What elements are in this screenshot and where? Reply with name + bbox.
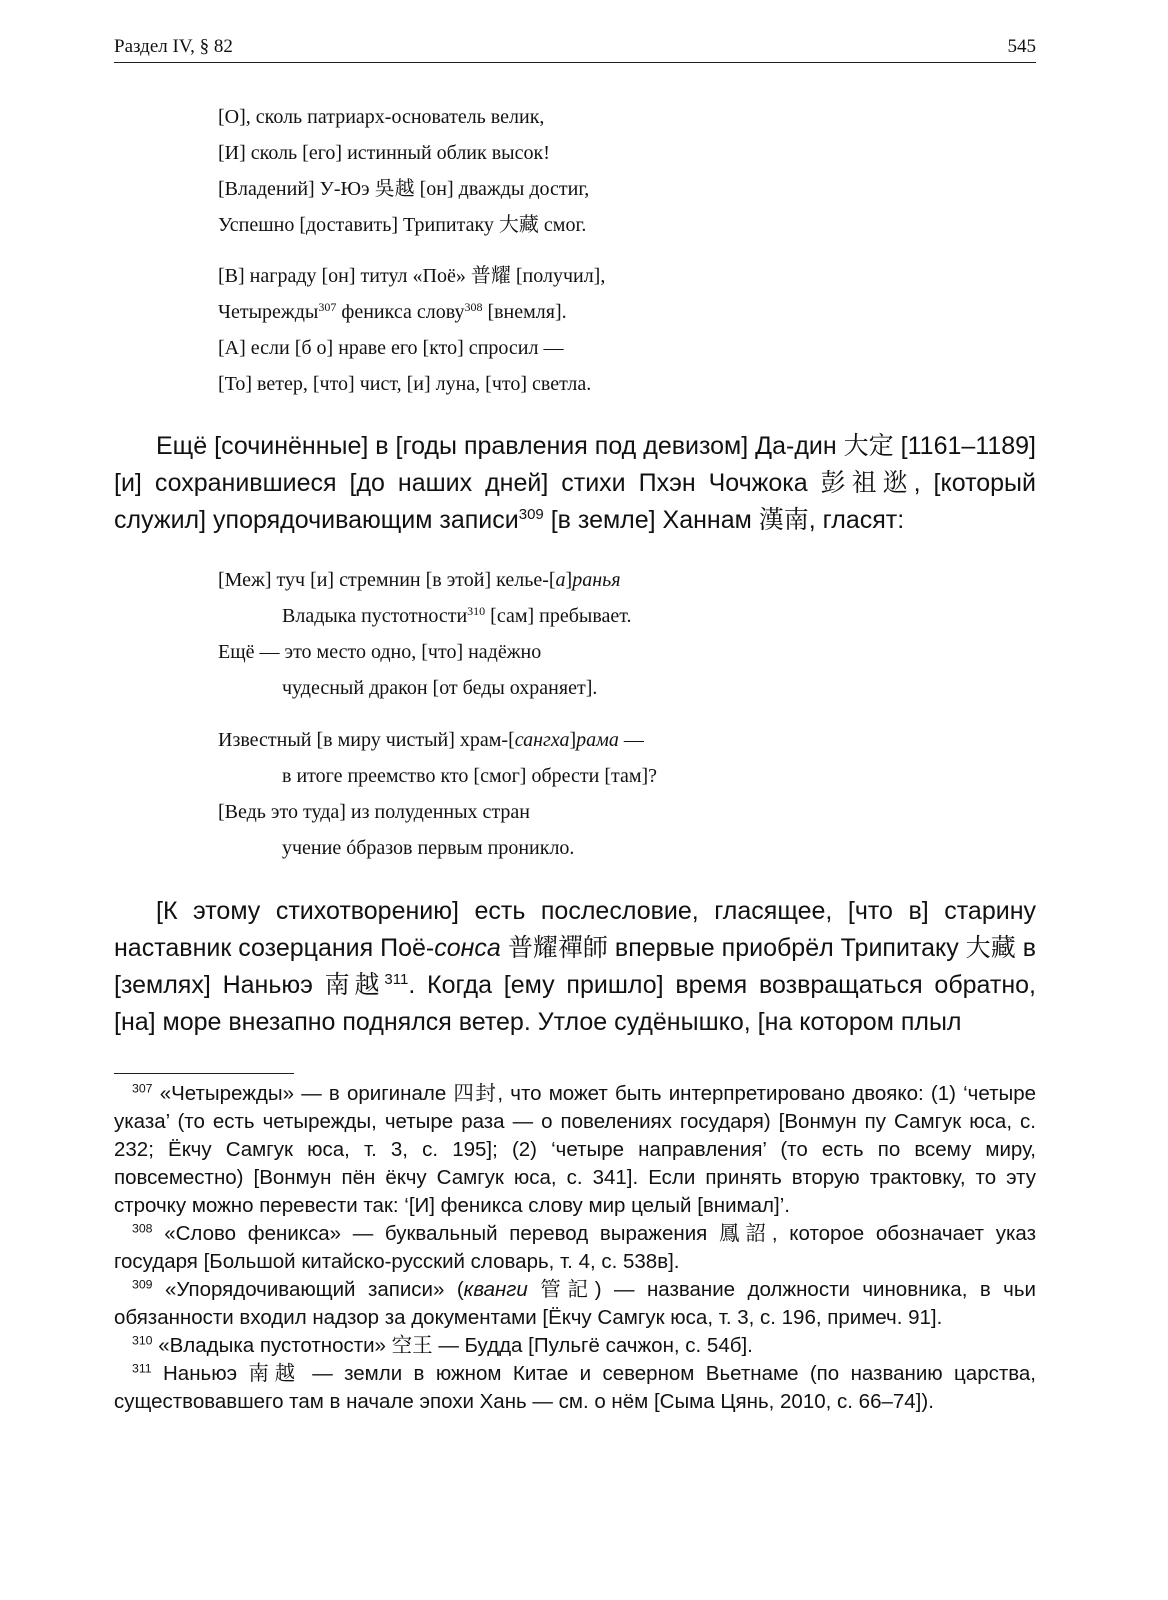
footnote-311	[114, 1360, 1036, 1416]
footnote-ref-307[interactable]: 307	[318, 299, 337, 314]
footnote-text: «Упорядочивающий записи» (	[152, 1278, 464, 1301]
poem-stanza-3	[218, 562, 632, 706]
italic-run: рама	[576, 729, 619, 751]
poem-stanza-4	[218, 722, 657, 866]
footnote-ref-309[interactable]: 309	[518, 506, 544, 523]
italic-run: сангха	[514, 729, 570, 751]
poem-line	[218, 562, 632, 598]
italic-run: ранья	[572, 569, 621, 591]
footnote-number: 309	[132, 1277, 153, 1292]
footnote-308	[114, 1220, 1036, 1276]
text-run: [внемля].	[482, 301, 567, 323]
text-run: Известный [в миру чистый] храм-[	[218, 729, 515, 751]
footnote-ref-311[interactable]: 311	[384, 971, 409, 988]
text-run: [в земле] Ханнам 漢南, гласят:	[543, 506, 905, 534]
poem-line: [А] если [б о] нраве его [кто] спросил —	[218, 337, 564, 359]
poem-line: [О], сколь патриарх-основатель велик,	[218, 106, 545, 128]
body-paragraph-1	[114, 428, 1036, 539]
italic-run: кванги	[463, 1278, 528, 1301]
poem-line: учение óбразов первым проникло.	[282, 837, 575, 859]
poem-line	[218, 294, 605, 330]
poem-line: [И] сколь [его] истинный облик высок!	[218, 142, 550, 164]
footnotes	[114, 1080, 1036, 1416]
text-run: феникса слову	[336, 301, 465, 323]
text-run: Владыка пустотности	[282, 605, 468, 627]
poem-line	[218, 722, 657, 758]
footnote-text: «Владыка пустотности» 空王 — Будда [Пульгё сачжон, с. 54б].	[152, 1334, 753, 1357]
italic-run: сонса	[434, 934, 501, 962]
footnote-310	[114, 1332, 1036, 1360]
poem-line: Ещё — это место одно, [что] надёжно	[218, 641, 542, 663]
footnote-text: «Четырежды» — в оригинале 四封, что может быть интерпретировано двояко: (1) ‘четыре указа’ (то есть четырежды, четыре раза — о повелениях государя) [Вонмун пу Самгук юса, с. 232; Ёкчу Самгук юса, т. 3, с. 195]; (2) ‘четыре направления’ (то есть по всему миру, повсеместно) [Вонмун пён ёкчу Самгук юса, с. 341]. Если принять вторую трактовку, то эту строчку можно перевести так: ‘[И] феникса слову мир целый [внимал]’.	[114, 1082, 1036, 1217]
text-run: [К этому стихотворению] есть послесловие, гласящее, [что в] старину наставник созерцания Поё-	[114, 897, 1036, 962]
footnote-separator	[114, 1073, 294, 1074]
poem-line: чудесный дракон [от беды охраняет].	[282, 677, 598, 699]
page-number: 545	[1007, 36, 1036, 57]
text-run: [Меж] туч [и] стремнин [в этой] келье-[	[218, 569, 556, 591]
poem-line: [Ведь это туда] из полуденных стран	[218, 801, 531, 823]
text-run: . Когда [ему пришло] время возвращаться обратно, [на] море внезапно поднялся ветер. Утлое судёнышко, [на котором плыл	[114, 971, 1036, 1036]
footnote-text: Наньюэ 南越 — земли в южном Китае и северном Вьетнаме (по названию царства, существовавшего там в начале эпохи Хань — см. о нём [Сыма Цянь, 2010, с. 66–74]).	[114, 1362, 1036, 1413]
italic-run: а	[555, 569, 566, 591]
poem-stanza-2	[218, 258, 605, 402]
text-run: [сам] пребывает.	[485, 605, 632, 627]
footnote-text: 管記) — название должности чиновника, в чьи обязанности входил надзор за документами [Ёкчу Самгук юса, т. 3, с. 196, примеч. 91].	[114, 1278, 1036, 1329]
text-run: —	[618, 729, 644, 751]
text-run: Ещё [сочинённые] в [годы правления под девизом] Да-дин 大定 [1161–1189] [и] сохранившиеся [до наших дней] стихи Пхэн Чочжока 彭祖逖, [который служил] упорядочивающим записи	[114, 432, 1036, 534]
footnote-309	[114, 1276, 1036, 1332]
poem-line: [То] ветер, [что] чист, [и] луна, [что] светла.	[218, 373, 592, 395]
footnote-number: 307	[132, 1081, 153, 1096]
footnote-number: 308	[132, 1221, 153, 1236]
poem-line: Успешно [доставить] Трипитаку 大藏 смог.	[218, 214, 587, 236]
text-run: 普耀禪師 впервые приобрёл Трипитаку 大藏 в [землях] Наньюэ 南越	[114, 934, 1036, 999]
footnote-number: 311	[132, 1361, 152, 1376]
text-run: ]	[569, 729, 577, 751]
text-run: Четырежды	[218, 301, 319, 323]
poem-stanza-1	[218, 99, 589, 243]
footnote-ref-310[interactable]: 310	[467, 603, 486, 618]
footnote-text: «Слово феникса» — буквальный перевод выражения 鳳詔, которое обозначает указ государя [Большой китайско-русский словарь, т. 4, с. 538в].	[114, 1222, 1036, 1273]
running-header	[114, 32, 1036, 63]
footnote-ref-308[interactable]: 308	[464, 299, 483, 314]
text-run: ]	[565, 569, 573, 591]
poem-line: [В] награду [он] титул «Поё» 普耀 [получил],	[218, 265, 606, 287]
poem-line: в итоге преемство кто [смог] обрести [там]?	[282, 765, 658, 787]
footnote-307	[114, 1080, 1036, 1220]
footnote-number: 310	[132, 1333, 153, 1348]
body-paragraph-2	[114, 893, 1036, 1041]
poem-line: [Владений] У-Юэ 吳越 [он] дважды достиг,	[218, 178, 590, 200]
poem-line	[218, 598, 632, 634]
section-label: Раздел IV, § 82	[114, 36, 233, 57]
